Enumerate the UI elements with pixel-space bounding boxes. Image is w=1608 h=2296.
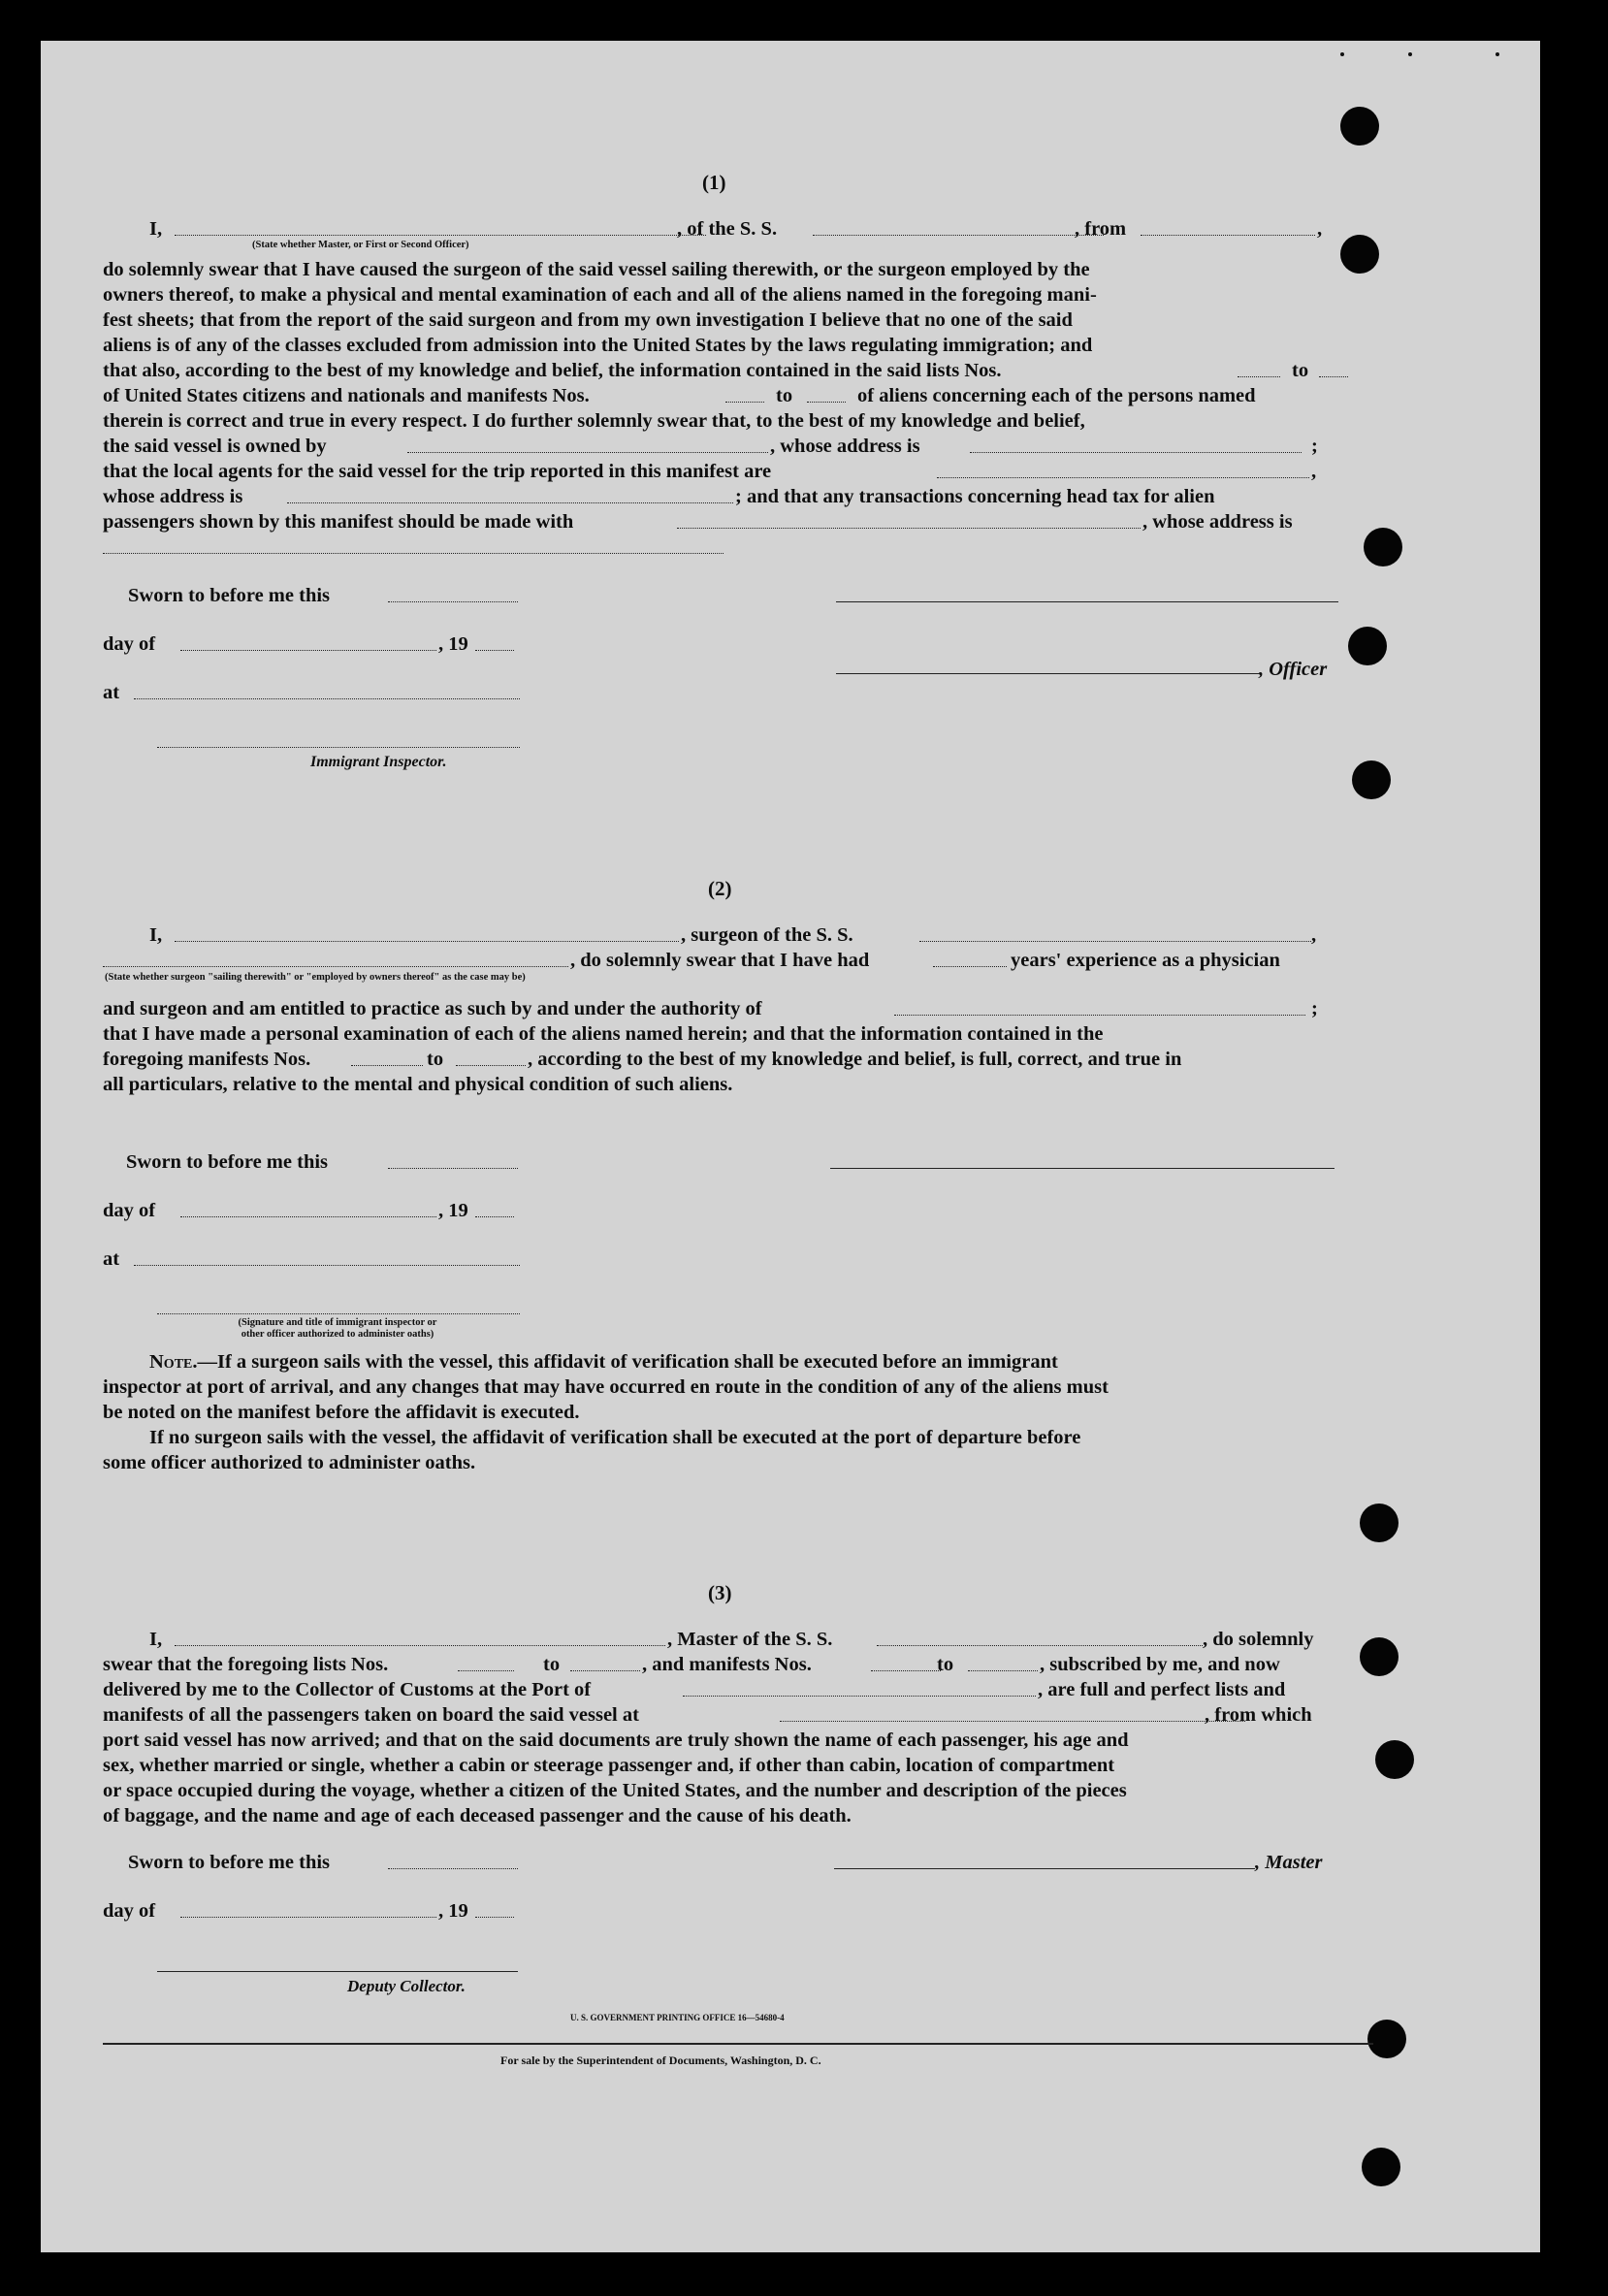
authority-field[interactable] [894,1015,1305,1016]
s3-line2-manifests: , and manifests Nos. [642,1654,812,1675]
s2-at-field[interactable] [134,1265,520,1266]
s1-line6-to: to [1292,360,1309,381]
s1-line9: the said vessel is owned by [103,436,327,457]
note-label: Note. [149,1351,198,1373]
boarding-port-field[interactable] [780,1721,1245,1722]
signature-note-1: (Signature and title of immigrant inspector or [238,1317,437,1328]
s3-line8: of baggage, and the name and age of each deceased passenger and the cause of his death. [103,1805,852,1827]
s2-inspector-signature-line[interactable] [157,1313,520,1314]
s2-line3: and surgeon and am entitled to practice as such by and under the authority of [103,998,762,1019]
s1-officer-title-line[interactable] [836,673,1259,674]
s2-line4: that I have made a personal examination of each of the aliens named herein; and that the information contained in the [103,1023,1104,1045]
punch-hole-3 [1364,528,1402,566]
s3-manifests-from-field[interactable] [871,1670,941,1671]
s1-day-of-field[interactable] [180,650,436,651]
note-line-3: be noted on the manifest before the affidavit is executed. [103,1402,580,1423]
corner-speck [1340,52,1344,56]
s3-master-signature-line[interactable] [834,1868,1255,1869]
agents-address-field[interactable] [287,502,733,503]
owner-address-field[interactable] [970,452,1302,453]
s3-day-of-field[interactable] [180,1917,436,1918]
immigrant-inspector-label: Immigrant Inspector. [310,754,447,770]
port-of-field[interactable] [683,1696,1036,1697]
officer-note: (State whether Master, or First or Second Officer) [252,240,469,250]
s1-line10: that the local agents for the said vessel for the trip reported in this manifest are [103,461,772,482]
signature-note-2: other officer authorized to administer oaths) [241,1329,434,1340]
s3-line2-subscribed: , subscribed by me, and now [1040,1654,1280,1675]
s1-line1-i: I, [149,218,163,240]
s1-year-field[interactable] [475,650,514,651]
s3-ship-name-field[interactable] [877,1645,1203,1646]
vessel-owner-field[interactable] [407,452,768,453]
corner-speck [1495,52,1499,56]
s1-line5: aliens is of any of the classes excluded from admission into the United States by the laws regulating immigration; and [103,335,1093,356]
s1-line9-address: , whose address is [770,436,920,457]
s1-line1-from: , from [1075,218,1127,240]
s3-sworn-date-field[interactable] [388,1868,518,1869]
s2-manifests-to-field[interactable] [456,1065,526,1066]
s1-line7-aliens: of aliens concerning each of the persons named [857,385,1256,406]
punch-hole-2 [1340,235,1379,274]
s1-sworn-label: Sworn to before me this [128,585,331,606]
s1-officer-signature-line[interactable] [836,601,1338,602]
lists-no-from-field[interactable] [1238,376,1280,377]
s2-line5-rest: , according to the best of my knowledge and belief, is full, correct, and true in [528,1049,1182,1070]
manifests-no-to-field[interactable] [807,402,846,403]
s1-line11: whose address is [103,486,243,507]
punch-hole-7 [1360,1637,1399,1676]
s1-line8: therein is correct and true in every respect. I do further solemnly swear that, to the best of my knowledge and belief, [103,410,1085,432]
s2-line3-semicolon: ; [1311,998,1318,1019]
s3-manifests-to-field[interactable] [968,1670,1038,1671]
s3-collector-signature-line[interactable] [157,1971,518,1972]
local-agents-field[interactable] [937,477,1309,478]
s1-line1-comma: , [1317,218,1323,240]
ship-name-field[interactable] [813,235,1104,236]
s2-line5: foregoing manifests Nos. [103,1049,311,1070]
s1-line7: of United States citizens and nationals and manifests Nos. [103,385,590,406]
surgeon-note: (State whether surgeon "sailing therewith" or "employed by owners thereof" as the case may be) [105,972,526,983]
s3-line2-to: to [543,1654,561,1675]
s2-ship-name-field[interactable] [919,941,1311,942]
section-1-heading: (1) [702,171,726,194]
s2-surgeon-signature-line[interactable] [830,1168,1335,1169]
surgeon-name-field[interactable] [175,941,679,942]
s3-line4: manifests of all the passengers taken on board the said vessel at [103,1704,639,1726]
for-sale-imprint: For sale by the Superintendent of Documents, Washington, D. C. [500,2053,821,2067]
s3-line1-solemnly: , do solemnly [1203,1629,1314,1650]
manifest-affidavit-page [41,41,1540,2252]
s1-at-label: at [103,682,120,703]
s3-line1-ship: , Master of the S. S. [667,1629,833,1650]
s2-sworn-date-field[interactable] [388,1168,518,1169]
s1-line1-ship: , of the S. S. [677,218,778,240]
note-line-4: If no surgeon sails with the vessel, the affidavit of verification shall be executed at the port of departure before [149,1427,1081,1448]
s2-line1-comma: , [1311,924,1317,946]
s1-line11-headtax: ; and that any transactions concerning head tax for alien [735,486,1215,507]
s3-line3: delivered by me to the Collector of Customs at the Port of [103,1679,592,1700]
s1-line12: passengers shown by this manifest should be made with [103,511,574,533]
manifests-no-from-field[interactable] [725,402,764,403]
master-name-field[interactable] [175,235,706,236]
note-line-1-text: —If a surgeon sails with the vessel, this affidavit of verification shall be executed before an immigrant [197,1351,1058,1373]
master-label: , Master [1255,1852,1323,1873]
s1-line6: that also, according to the best of my knowledge and belief, the information contained in the said lists Nos. [103,360,1002,381]
punch-hole-9 [1367,2020,1406,2058]
years-experience-field[interactable] [933,966,1007,967]
s2-line2: , do solemnly swear that I have had [570,950,870,971]
s1-at-field[interactable] [134,698,520,699]
s1-sworn-date-field[interactable] [388,601,518,602]
s3-line3-lists: , are full and perfect lists and [1038,1679,1286,1700]
s2-line2-years: years' experience as a physician [1011,950,1280,971]
note-line-2: inspector at port of arrival, and any changes that may have occurred en route in the condition of any of the aliens must [103,1376,1109,1398]
s2-line1-i: I, [149,924,163,946]
head-tax-address-field[interactable] [103,553,724,554]
section-2-heading: (2) [708,877,732,900]
s3-sworn-label: Sworn to before me this [128,1852,331,1873]
s3-line1-i: I, [149,1629,163,1650]
s1-inspector-signature-line[interactable] [157,747,520,748]
s3-lists-from-field[interactable] [458,1670,514,1671]
punch-hole-10 [1362,2148,1400,2186]
s2-year-label: , 19 [438,1200,468,1221]
punch-hole-4 [1348,627,1387,665]
s3-line5: port said vessel has now arrived; and that on the said documents are truly shown the name of each passenger, his age and [103,1730,1129,1751]
footer-rule [103,2043,1373,2045]
from-port-field[interactable] [1141,235,1315,236]
s3-lists-to-field[interactable] [570,1670,640,1671]
s3-line4-from: , from which [1205,1704,1312,1726]
note-line-1 [149,1350,1058,1374]
s3-day-of-label: day of [103,1900,156,1922]
s2-sworn-label: Sworn to before me this [126,1151,329,1173]
punch-hole-6 [1360,1504,1399,1542]
s1-line9-semicolon: ; [1311,436,1318,457]
corner-speck [1408,52,1412,56]
s1-line3: owners thereof, to make a physical and mental examination of each and all of the aliens named in the foregoing mani- [103,284,1097,306]
punch-hole-8 [1375,1740,1414,1779]
s2-line1-ship: , surgeon of the S. S. [681,924,853,946]
s2-day-of-field[interactable] [180,1216,436,1217]
lists-no-to-field[interactable] [1319,376,1348,377]
s1-line2: do solemnly swear that I have caused the surgeon of the said vessel sailing therewith, or the surgeon employed by the [103,259,1090,280]
s1-line4: fest sheets; that from the report of the said surgeon and from my own investigation I believe that no one of the said [103,309,1073,331]
section-3-heading: (3) [708,1581,732,1604]
s3-year-field[interactable] [475,1917,514,1918]
s1-line12-address: , whose address is [1142,511,1293,533]
s2-line6: all particulars, relative to the mental and physical condition of such aliens. [103,1074,733,1095]
s2-line5-to: to [427,1049,444,1070]
head-tax-party-field[interactable] [677,528,1141,529]
note-line-5: some officer authorized to administer oaths. [103,1452,476,1473]
s3-master-name-field[interactable] [175,1645,665,1646]
s3-line6: sex, whether married or single, whether a cabin or steerage passenger and, if other than cabin, location of compartment [103,1755,1115,1776]
s3-line2-to2: to [937,1654,954,1675]
s3-year-label: , 19 [438,1900,468,1922]
s3-line7: or space occupied during the voyage, whether a citizen of the United States, and the number and description of the pieces [103,1780,1127,1801]
s1-line10-comma: , [1311,461,1317,482]
s1-day-of-label: day of [103,633,156,655]
s1-line7-to: to [776,385,793,406]
s2-day-of-label: day of [103,1200,156,1221]
punch-hole-5 [1352,760,1391,799]
s2-at-label: at [103,1248,120,1270]
s1-year-label: , 19 [438,633,468,655]
officer-label: , Officer [1259,659,1328,680]
printing-office-imprint: U. S. GOVERNMENT PRINTING OFFICE 16—54680-4 [570,2013,785,2022]
deputy-collector-label: Deputy Collector. [347,1977,466,1995]
s2-manifests-from-field[interactable] [351,1065,423,1066]
surgeon-status-field[interactable] [103,966,568,967]
punch-hole-1 [1340,107,1379,146]
s2-year-field[interactable] [475,1216,514,1217]
s3-line2: swear that the foregoing lists Nos. [103,1654,389,1675]
